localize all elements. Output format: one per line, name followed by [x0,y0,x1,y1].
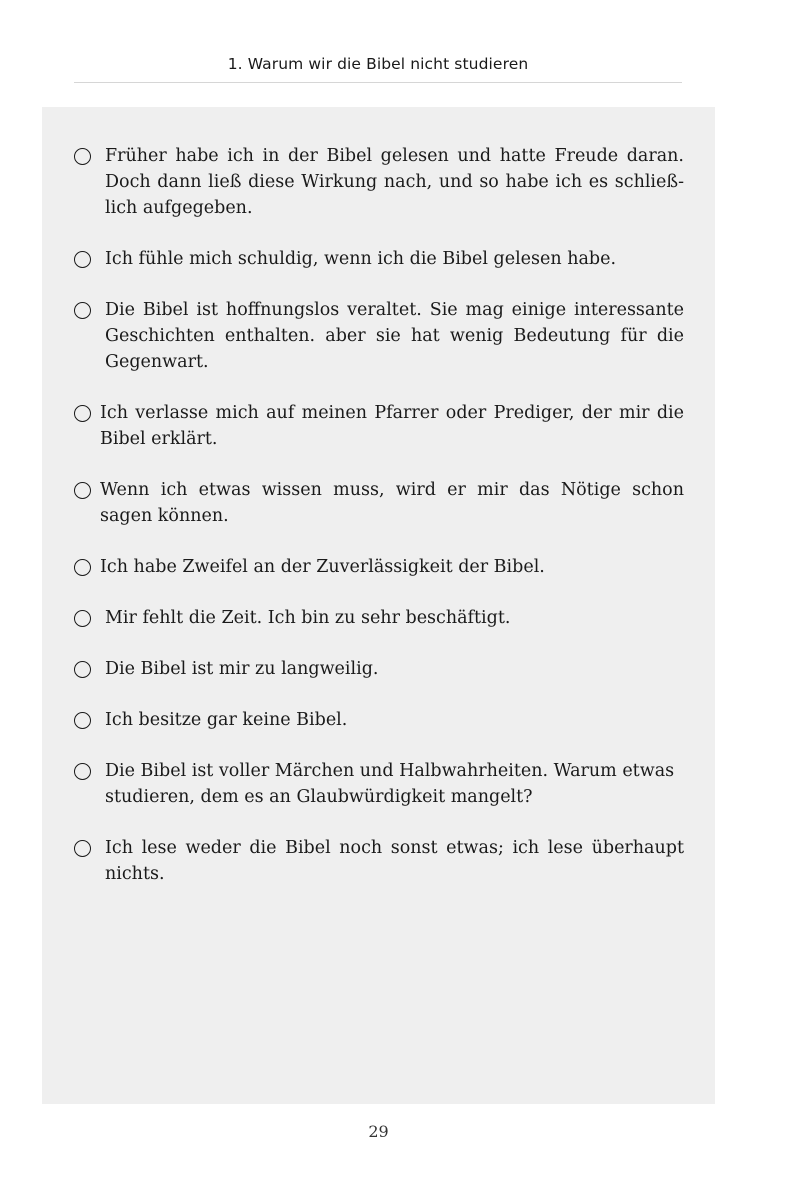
radio-circle-icon[interactable] [74,712,91,729]
checklist-item [74,143,684,221]
checklist-item [74,835,684,887]
checklist-item [74,758,684,810]
checklist-item [74,246,684,272]
checklist-item-text: Mir fehlt die Zeit. Ich bin zu sehr beschäftigt. [105,608,511,628]
radio-circle-icon[interactable] [74,763,91,780]
checklist-item-text: Ich fühle mich schuldig, wenn ich die Bibel gelesen habe. [105,249,617,269]
radio-circle-icon[interactable] [74,610,91,627]
radio-circle-icon[interactable] [74,405,91,422]
checklist-item [74,707,684,733]
checklist-item-text: Ich habe Zweifel an der Zuverlässigkeit der Bibel. [100,557,545,577]
checklist-item [74,554,684,580]
header-divider [74,82,682,83]
radio-circle-icon[interactable] [74,482,91,499]
checklist-item [74,400,684,452]
checklist-item-text: Wenn ich etwas wissen muss, wird er mir das Nötige schon sagen können. [100,480,684,526]
radio-circle-icon[interactable] [74,251,91,268]
checklist [74,143,684,912]
checklist-item [74,605,684,631]
checklist-item-text: Ich besitze gar keine Bibel. [105,710,348,730]
radio-circle-icon[interactable] [74,661,91,678]
checklist-item-text: Die Bibel ist mir zu langweilig. [105,659,379,679]
radio-circle-icon[interactable] [74,148,91,165]
checklist-item-text: Die Bibel ist hoffnungslos veraltet. Sie mag einige interessante Geschichten enthalten. aber sie hat wenig Bedeutung für die Gegenwart. [105,300,684,372]
checklist-item-text: Früher habe ich in der Bibel gelesen und hatte Freude daran. Doch dann ließ diese Wirkung nach, und so habe ich es schließlich aufgegeben. [105,146,684,218]
checklist-item-text: Ich verlasse mich auf meinen Pfarrer oder Prediger, der mir die Bibel erklärt. [100,403,684,449]
checklist-item-text: Die Bibel ist voller Märchen und Halbwahrheiten. Warum etwas studieren, dem es an Glaubwürdigkeit mangelt? [105,761,675,807]
checklist-item [74,656,684,682]
running-header-title: 1. Warum wir die Bibel nicht studieren [227,55,529,73]
page-number: 29 [368,1122,389,1141]
radio-circle-icon[interactable] [74,559,91,576]
radio-circle-icon[interactable] [74,302,91,319]
radio-circle-icon[interactable] [74,840,91,857]
checklist-item [74,477,684,529]
checklist-item-text: Ich lese weder die Bibel noch sonst etwas; ich lese überhaupt nichts. [105,838,684,884]
checklist-item [74,297,684,375]
